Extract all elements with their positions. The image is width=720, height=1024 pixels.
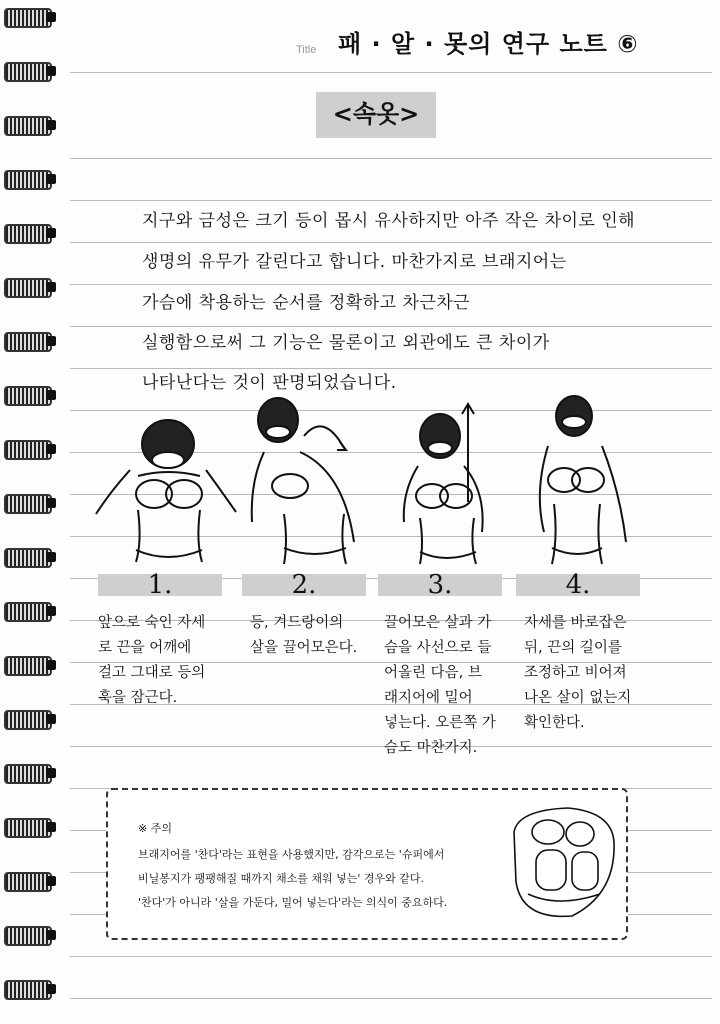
note-heading: ※ 주의 <box>138 822 172 835</box>
note-box <box>106 788 628 940</box>
page-title: 패 · 알 · 못의 연구 노트 ⑥ <box>338 30 639 58</box>
section-title: <속옷> <box>316 92 436 138</box>
step-2-illustration <box>244 392 394 570</box>
step-3-number: 3. <box>378 574 502 596</box>
note-line: 비닐봉지가 팽팽해질 때까지 채소를 채워 넣는' 경우와 같다. <box>138 872 425 885</box>
step-4-text: 자세를 바로잡은 뒤, 끈의 길이를 조정하고 비어져 나온 살이 없는지 확인한다. <box>524 615 632 731</box>
step-1-number: 1. <box>98 574 222 596</box>
intro-line: 실행함으로써 그 기능은 물론이고 외관에도 큰 차이가 <box>142 333 550 353</box>
step-2-text: 등, 겨드랑이의 살을 끌어모은다. <box>250 615 358 656</box>
step-2-number: 2. <box>242 574 366 596</box>
intro-line: 생명의 유무가 갈린다고 합니다. 마찬가지로 브래지어는 <box>142 252 567 272</box>
step-4-illustration <box>530 392 680 570</box>
step-3-text: 끌어모은 살과 가 슴을 사선으로 들 어올린 다음, 브 래지어에 밀어 넣는다. 오른쪽 가 슴도 마찬가지. <box>384 615 496 756</box>
step-1-text: 앞으로 숙인 자세 로 끈을 어깨에 걸고 그대로 등의 훅을 잠근다. <box>98 615 206 706</box>
vegetable-bag-illustration <box>508 802 618 922</box>
step-4-number: 4. <box>516 574 640 596</box>
step-1-illustration <box>90 392 240 570</box>
intro-line: 가슴에 착용하는 순서를 정확하고 차근차근 <box>142 293 471 313</box>
title-label: Title <box>296 44 317 56</box>
note-line: '찬다'가 아니라 '살을 가둔다, 밀어 넣는다'라는 의식이 중요하다. <box>138 896 448 909</box>
intro-line: 나타난다는 것이 판명되었습니다. <box>142 373 397 393</box>
step-3-illustration <box>394 392 544 570</box>
note-line: 브래지어를 '찬다'라는 표현을 사용했지만, 감각으로는 '슈퍼에서 <box>138 848 445 861</box>
intro-line: 지구와 금성은 크기 등이 몹시 유사하지만 아주 작은 차이로 인해 <box>142 211 636 231</box>
